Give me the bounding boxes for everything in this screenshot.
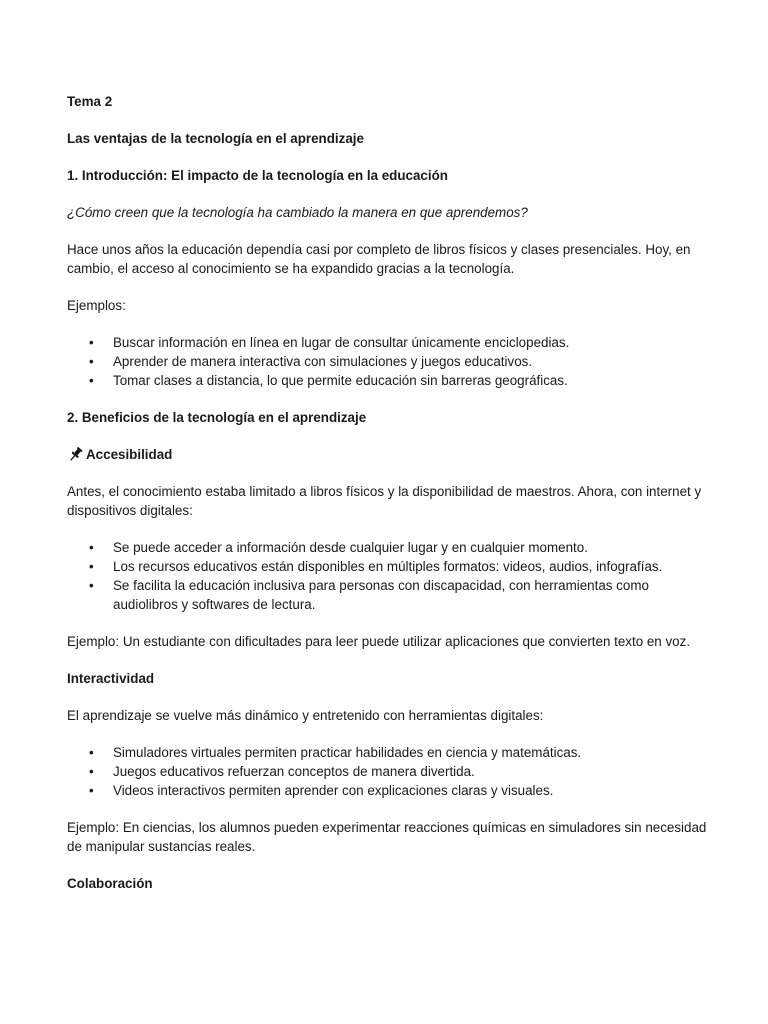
colaboracion-heading: Colaboración [67,876,153,891]
examples-list [67,333,707,390]
bullet: • [89,578,94,593]
examples-label: Ejemplos: [67,298,126,313]
list-item [67,576,707,614]
accesibilidad-heading-text: Accesibilidad [86,447,173,462]
interactividad-intro: El aprendizaje se vuelve más dinámico y entretenido con herramientas digitales: [67,708,544,723]
pushpin-icon [67,446,84,463]
section1-paragraph: Hace unos años la educación dependía casi por completo de libros físicos y clases presenciales. Hoy, en cambio, el acceso al conocimiento se ha expandido gracias a la tecnología. [67,242,691,276]
list-item-text: Buscar información en línea en lugar de consultar únicamente enciclopedias. [113,335,570,350]
accesibilidad-intro: Antes, el conocimiento estaba limitado a libros físicos y la disponibilidad de maestros. Ahora, con internet y dispositivos digitales: [67,484,702,518]
list-item-text: Se facilita la educación inclusiva para personas con discapacidad, con herramientas como audiolibros y softwares de lectura. [113,578,649,612]
list-item [67,333,707,352]
accesibilidad-heading [67,445,707,464]
list-item-text: Videos interactivos permiten aprender con explicaciones claras y visuales. [113,783,554,798]
list-item [67,371,707,390]
list-item [67,538,707,557]
list-item-text: Los recursos educativos están disponibles en múltiples formatos: videos, audios, infografías. [113,559,663,574]
bullet: • [89,354,94,369]
section1-question: ¿Cómo creen que la tecnología ha cambiado la manera en que aprendemos? [67,205,528,220]
list-item [67,781,707,800]
list-item-text: Juegos educativos refuerzan conceptos de manera divertida. [113,764,475,779]
theme-label: Tema 2 [67,94,113,109]
bullet: • [89,540,94,555]
bullet: • [89,559,94,574]
list-item-text: Se puede acceder a información desde cualquier lugar y en cualquier momento. [113,540,588,555]
list-item [67,762,707,781]
bullet: • [89,335,94,350]
list-item-text: Tomar clases a distancia, lo que permite educación sin barreras geográficas. [113,373,568,388]
list-item [67,352,707,371]
list-item [67,557,707,576]
list-item [67,743,707,762]
accesibilidad-example: Ejemplo: Un estudiante con dificultades para leer puede utilizar aplicaciones que convierten texto en voz. [67,634,691,649]
bullet: • [89,745,94,760]
interactividad-example: Ejemplo: En ciencias, los alumnos pueden experimentar reacciones químicas en simuladores sin necesidad de manipular sustancias reales. [67,820,707,854]
interactividad-heading: Interactividad [67,671,155,686]
interactividad-list [67,743,707,800]
list-item-text: Aprender de manera interactiva con simulaciones y juegos educativos. [113,354,533,369]
bullet: • [89,373,94,388]
accesibilidad-list [67,538,707,614]
bullet: • [89,764,94,779]
list-item-text: Simuladores virtuales permiten practicar habilidades en ciencia y matemáticas. [113,745,582,760]
section1-heading: 1. Introducción: El impacto de la tecnología en la educación [67,168,448,183]
bullet: • [89,783,94,798]
document-page [67,92,707,911]
section2-heading: 2. Beneficios de la tecnología en el aprendizaje [67,410,367,425]
document-title: Las ventajas de la tecnología en el aprendizaje [67,131,364,146]
